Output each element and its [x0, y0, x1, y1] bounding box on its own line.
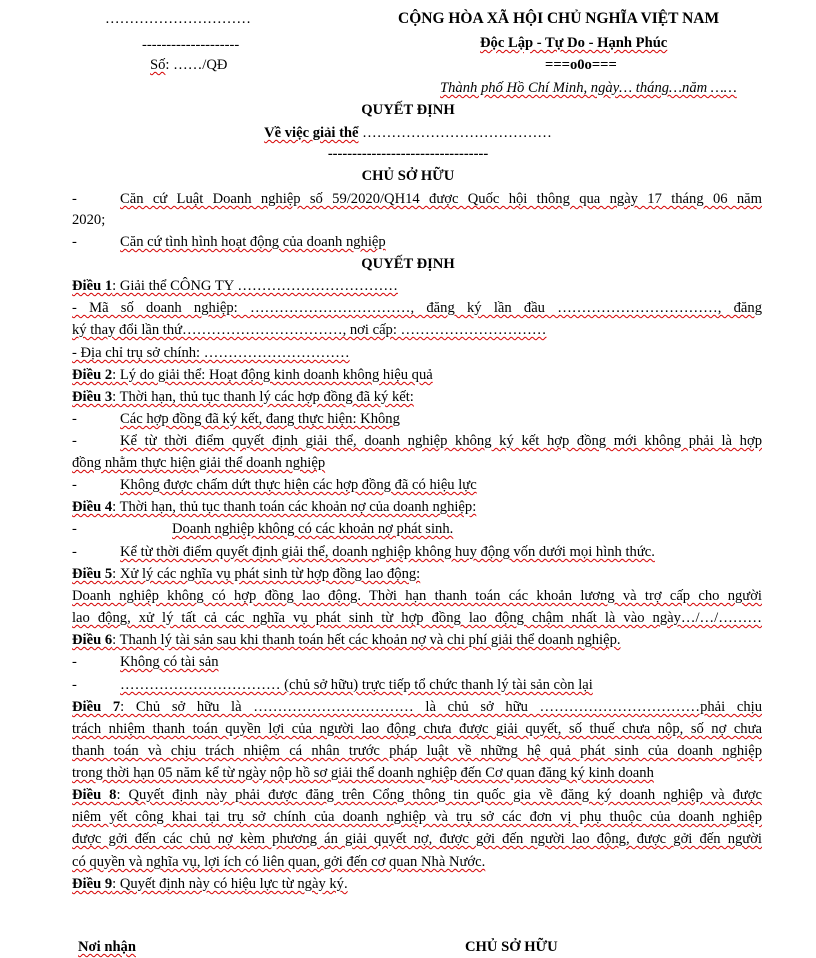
decide-heading: QUYẾT ĐỊNH: [361, 256, 455, 272]
recipients-label: Nơi nhận: [78, 939, 136, 955]
so-value: : ……/QĐ: [165, 57, 228, 73]
article-6-line-1: - Không có tài sản: [72, 654, 219, 670]
document-title: QUYẾT ĐỊNH: [361, 102, 455, 118]
article-1: Điều 1: Giải thể CÔNG TY ……………………………: [72, 278, 398, 294]
article-8-line-3: có quyền và nghĩa vụ, lợi ích có liên quan, gởi đến cơ quan Nhà Nước.: [72, 854, 486, 870]
article-1-line-3: - Địa chỉ trụ sở chính: …………………………: [72, 345, 350, 361]
signer-label: CHỦ SỞ HỮU: [465, 939, 558, 955]
header-separator: ===o0o===: [545, 57, 617, 73]
article-7-line-1: trách nhiệm thanh toán quyền lợi của người lao động chưa được giải quyết, số thuế chưa nộp, số nợ chưa: [72, 721, 762, 737]
basis-situation: - Căn cứ tình hình hoạt động của doanh nghiệp: [72, 234, 386, 250]
national-title: CỘNG HÒA XÃ HỘI CHỦ NGHĨA VIỆT NAM: [398, 10, 720, 27]
national-motto: Độc Lập - Tự Do - Hạnh Phúc: [480, 35, 668, 51]
article-6: Điều 6: Thanh lý tài sản sau khi thanh toán hết các khoản nợ và chi phí giải thể doanh nghiệp.: [72, 632, 621, 648]
article-3-line-2: - Kể từ thời điểm quyết định giải thể, doanh nghiệp không ký kết hợp đồng mới không phải là hợp: [72, 433, 762, 449]
article-4: Điều 4: Thời hạn, thủ tục thanh toán các khoản nợ của doanh nghiệp:: [72, 499, 477, 515]
article-1-line-2: ký thay đổi lần thứ……………………………, nơi cấp: …………………………: [72, 322, 547, 338]
article-5-line-2: lao động, xử lý tất cả các nghĩa vụ phát sinh từ hợp đồng lao động chậm nhất là vào ngày…/…/………: [72, 610, 762, 626]
article-8: Điều 8: Quyết định này phải được đăng trên Cổng thông tin quốc gia về đăng ký doanh nghiệp và được: [72, 787, 763, 803]
decision-number: [150, 56, 227, 74]
article-8-line-2: được gởi đến các chủ nợ kèm phương án giải quyết nợ, được gởi đến người lao động, được gởi đến người: [72, 831, 762, 847]
basis-law-cont: 2020;: [72, 212, 106, 228]
article-3-line-4: - Không được chấm dứt thực hiện các hợp đồng đã có hiệu lực: [72, 477, 477, 493]
article-5-line-1: Doanh nghiệp không có hợp đồng lao động. Thời hạn thanh toán các khoản lương và trợ cấp cho người: [72, 588, 762, 604]
title-dashes: ---------------------------------: [327, 146, 489, 162]
article-3: Điều 3: Thời hạn, thủ tục thanh lý các hợp đồng đã ký kết:: [72, 389, 414, 405]
document-subject: [0, 124, 816, 142]
header-left-dashes: --------------------: [142, 37, 240, 53]
so-label: Số: [150, 57, 166, 73]
subject-dots: …………………………………: [358, 125, 552, 141]
article-5: Điều 5: Xử lý các nghĩa vụ phát sinh từ hợp đồng lao động:: [72, 566, 421, 582]
basis-law: - Căn cứ Luật Doanh nghiệp số 59/2020/QH14 được Quốc hội thông qua ngày 17 tháng 06 năm: [72, 191, 762, 207]
article-6-line-2: - …………………………… (chủ sở hữu) trực tiếp tổ chức thanh lý tài sản còn lại: [72, 677, 593, 693]
article-2: Điều 2: Lý do giải thể: Hoạt động kinh doanh không hiệu quả: [72, 367, 433, 383]
subject-label: Về việc giải thể: [264, 125, 359, 141]
place-date: Thành phố Hồ Chí Minh, ngày… tháng…năm ……: [440, 80, 737, 96]
article-9: Điều 9: Quyết định này có hiệu lực từ ngày ký.: [72, 876, 348, 892]
owner-heading: CHỦ SỞ HỮU: [361, 168, 455, 184]
article-8-line-1: niêm yết công khai tại trụ sở chính của doanh nghiệp và trụ sở các đơn vị phụ thuộc của doanh nghiệp: [72, 809, 762, 825]
article-7-line-3: trong thời hạn 05 năm kể từ ngày nộp hồ sơ giải thể doanh nghiệp đến Cơ quan đăng ký kinh doanh: [72, 765, 654, 781]
article-3-line-1: - Các hợp đồng đã ký kết, đang thực hiện: Không: [72, 411, 400, 427]
article-1-line-1: - Mã số doanh nghiệp: ……………………………, đăng ký lần đầu ……………………………, đăng: [72, 300, 762, 316]
article-4-line-2: - Kể từ thời điểm quyết định giải thể, doanh nghiệp không huy động vốn dưới mọi hình thức.: [72, 544, 655, 560]
article-3-line-3: đồng nhằm thực hiện giải thể doanh nghiệp: [72, 455, 326, 471]
article-7: Điều 7: Chủ sở hữu là …………………………… là chủ sở hữu ……………………………phải chịu: [72, 699, 762, 715]
article-4-line-1: - Doanh nghiệp không có các khoản nợ phát sinh.: [72, 521, 454, 537]
article-7-line-2: thanh toán và chịu trách nhiệm cá nhân trước pháp luật về những hệ quả phát sinh của doanh nghiệp: [72, 743, 762, 759]
header-left-dots: …………………………: [105, 11, 251, 27]
